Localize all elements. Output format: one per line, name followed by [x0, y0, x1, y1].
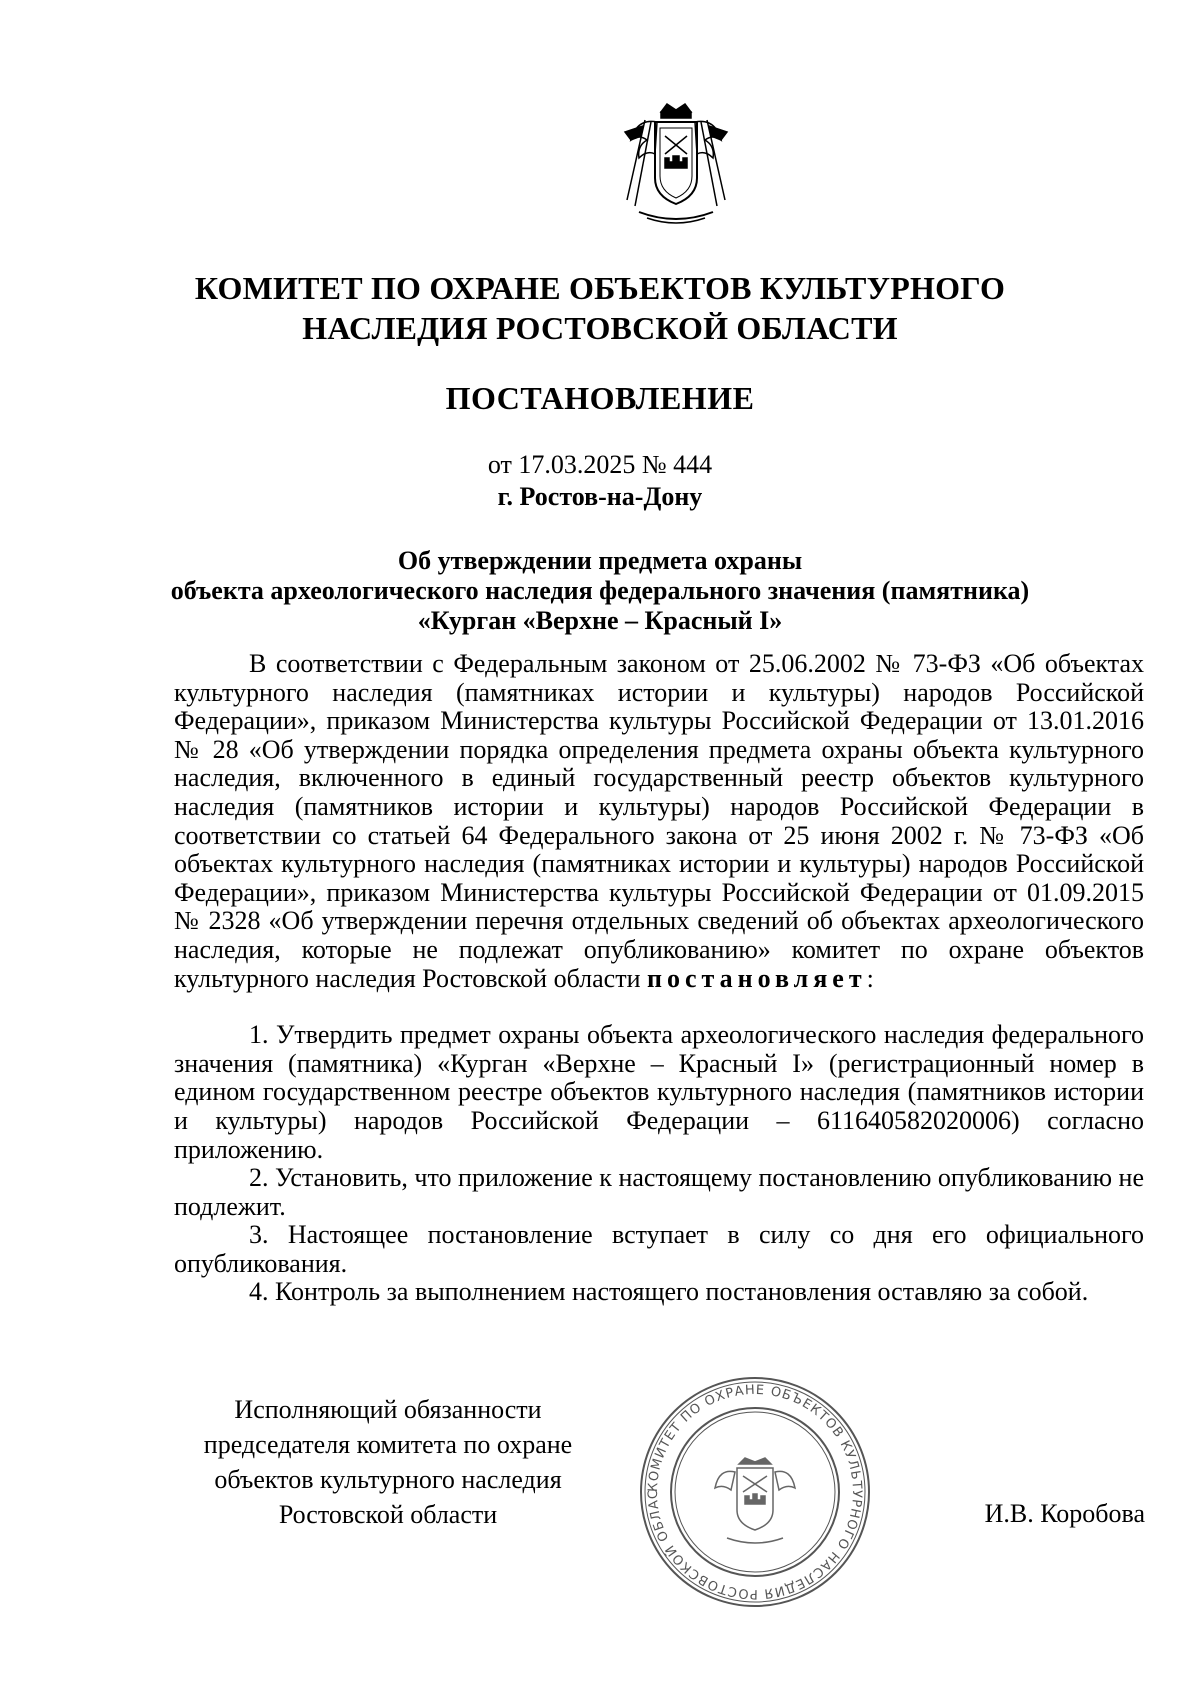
- signatory-name: И.В. Коробова: [984, 1499, 1145, 1528]
- coat-of-arms-icon: [617, 100, 735, 228]
- signatory-title-line3: объектов культурного наследия: [214, 1465, 562, 1494]
- preamble-text: В соответствии с Федеральным законом от 25.06.2002 № 73-ФЗ «Об объектах культурного наследия (памятниках истории и культуры) народов Российской Федерации», приказом Министерства культуры Российской Федерации от 13.01.2016 № 28 «Об утверждении порядка определения предмета охраны объекта культурного наследия, включенного в единый государственный реестр объектов культурного наследия (памятников истории и культуры) народов Российской Федерации в соответствии со статьей 64 Федерального закона от 25 июня 2002 г. № 73-ФЗ «Об объектах культурного наследия (памятниках истории и культуры) народов Российской Федерации», приказом Министерства культуры Российской Федерации от 01.09.2015 № 2328 «Об утверждении перечня отдельных сведений об объектах археологического наследия, которые не подлежат опубликованию» комитет по охране объектов культурного наследия Ростовской области: [174, 649, 1144, 993]
- document-date-number: от 17.03.2025 № 444: [487, 450, 713, 479]
- item-paragraph-4: 4. Контроль за выполнением настоящего постановления оставляю за собой.: [249, 1277, 1089, 1307]
- signatory-title-line4: Ростовской области: [278, 1500, 498, 1529]
- organization-name: [0, 268, 1200, 348]
- organization-name-line1: КОМИТЕТ ПО ОХРАНЕ ОБЪЕКТОВ КУЛЬТУРНОГО: [194, 270, 1006, 306]
- resolves-word: постановляет: [647, 963, 867, 993]
- organization-name-line2: НАСЛЕДИЯ РОСТОВСКОЙ ОБЛАСТИ: [302, 310, 898, 346]
- item-paragraph-3: 3. Настоящее постановление вступает в силу со дня его официального опубликования.: [174, 1220, 1144, 1278]
- item-paragraph-1: 1. Утвердить предмет охраны объекта археологического наследия федерального значения (памятника) «Курган «Верхне – Красный I» (регистрационный номер в едином государственном реестре объектов культурного наследия (памятников истории и культуры) народов Российской Федерации – 611640582020006) согласно приложению.: [174, 1020, 1144, 1164]
- document-body: [174, 650, 1144, 1307]
- preamble-colon: :: [866, 963, 874, 993]
- subject-line1: Об утверждении предмета охраны: [397, 546, 803, 575]
- document-city: г. Ростов-на-Дону: [497, 482, 703, 511]
- seal-text: КОМИТЕТ ПО ОХРАНЕ ОБЪЕКТОВ КУЛЬТУРНОГО НАСЛЕДИЯ РОСТОВСКОЙ ОБЛАС: [645, 1382, 865, 1602]
- document-subject: [0, 546, 1200, 636]
- signatory-title-line2: председателя комитета по охране: [203, 1430, 573, 1459]
- official-seal-icon: [635, 1372, 875, 1612]
- subject-line2: объекта археологического наследия федерального значения (памятника): [170, 576, 1030, 605]
- signatory-title: [178, 1392, 598, 1532]
- subject-line3: «Курган «Верхне – Красный I»: [417, 606, 783, 635]
- preamble-paragraph: [174, 650, 1144, 993]
- item-paragraph-2: 2. Установить, что приложение к настоящему постановлению опубликованию не подлежит.: [174, 1163, 1144, 1221]
- document-type: ПОСТАНОВЛЕНИЕ: [445, 380, 755, 416]
- signatory-title-line1: Исполняющий обязанности: [234, 1395, 542, 1424]
